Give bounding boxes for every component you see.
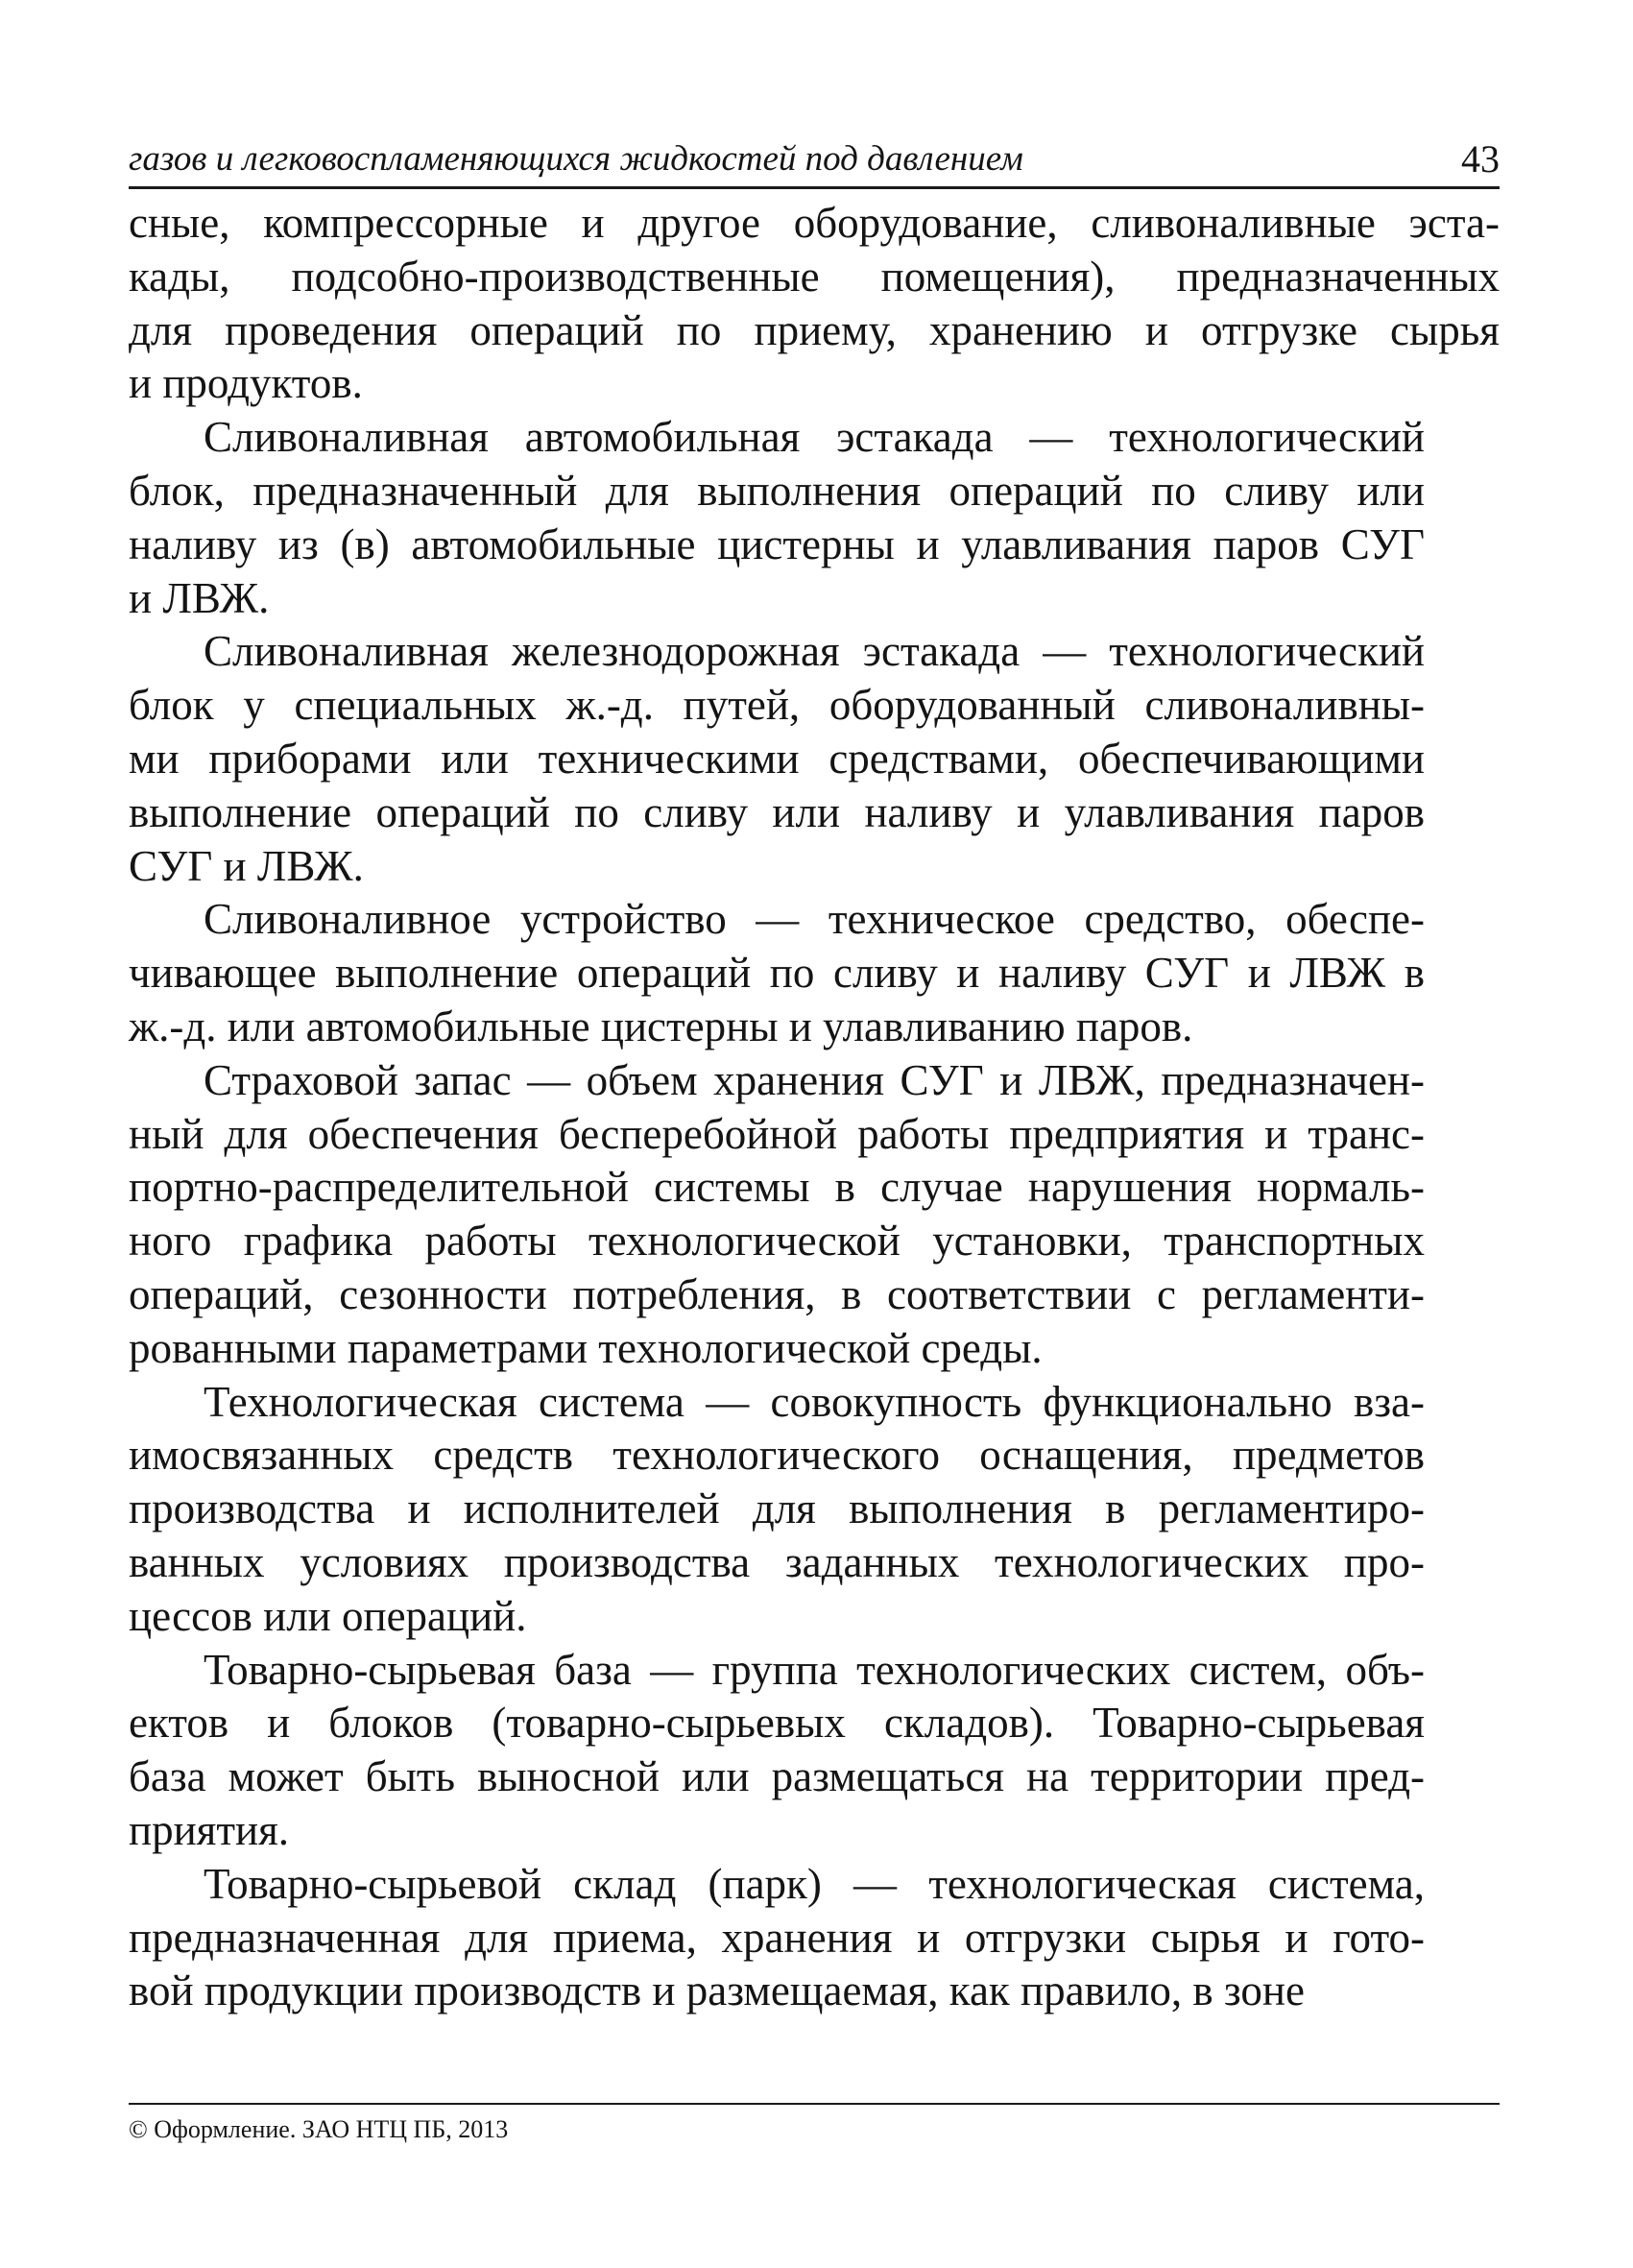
text-line: вой продукции производств и размещаемая, как правило, в зоне: [129, 1966, 1305, 2015]
paragraph-loading-device: [129, 893, 1500, 1053]
text-line: ного графика работы технологической установки, транспортных: [129, 1217, 1425, 1266]
text-line: Сливоналивная автомобильная эстакада — технологический: [204, 413, 1425, 462]
text-line: цессов или операций.: [129, 1591, 527, 1640]
text-line: сные, компрессорные и другое оборудование, сливоналивные эста-: [129, 199, 1500, 247]
paragraph-railway-rack: [129, 625, 1500, 893]
text-line: ектов и блоков (товарно-сырьевых складов). Товарно-сырьевая: [129, 1699, 1425, 1748]
paragraph-commodity-warehouse: [129, 1858, 1500, 2018]
text-line: портно-распределительной системы в случае нарушения нормаль-: [129, 1163, 1425, 1212]
paragraph-safety-stock: [129, 1054, 1500, 1376]
body-text: [129, 197, 1500, 2018]
text-line: наливу из (в) автомобильные цистерны и улавливания паров СУГ: [129, 519, 1425, 568]
running-header: [129, 133, 1500, 189]
text-line: имосвязанных средств технологического оснащения, предметов: [129, 1431, 1425, 1480]
text-line: и продуктов.: [129, 359, 363, 408]
text-line: операций, сезонности потребления, в соответствии с регламенти-: [129, 1269, 1425, 1318]
text-line: ж.-д. или автомобильные цистерны и улавливанию паров.: [129, 1001, 1193, 1050]
text-line: ный для обеспечения бесперебойной работы предприятия и транс-: [129, 1109, 1425, 1158]
paragraph-continuation: [129, 197, 1500, 411]
text-line: блок у специальных ж.-д. путей, оборудованный сливоналивны-: [129, 681, 1425, 730]
footer-rule: [129, 2103, 1500, 2105]
text-line: чивающее выполнение операций по сливу и наливу СУГ и ЛВЖ в: [129, 949, 1425, 998]
text-line: Сливоналивное устройство — техническое средство, обеспе-: [204, 895, 1425, 944]
paragraph-commodity-base: [129, 1644, 1500, 1858]
text-line: ми приборами или техническими средствами, обеспечивающими: [129, 734, 1425, 783]
paragraph-technological-system: [129, 1376, 1500, 1644]
text-line: Страховой запас — объем хранения СУГ и ЛВЖ, предназначен-: [204, 1055, 1425, 1104]
text-line: Сливоналивная железнодорожная эстакада — технологический: [204, 627, 1425, 676]
text-line: производства и исполнителей для выполнения в регламентиро-: [129, 1484, 1425, 1533]
running-title: газов и легковоспламеняющихся жидкостей под давлением: [129, 139, 1023, 179]
text-line: база может быть выносной или размещаться на территории пред-: [129, 1752, 1425, 1801]
page-number: 43: [1461, 137, 1500, 181]
text-line: для проведения операций по приему, хранению и отгрузке сырья: [129, 305, 1500, 354]
text-line: ванных условиях производства заданных технологических про-: [129, 1537, 1425, 1586]
text-line: и ЛВЖ.: [129, 573, 270, 622]
text-line: выполнение операций по сливу или наливу и улавливания паров: [129, 787, 1425, 836]
text-line: Технологическая система — совокупность функционально вза-: [204, 1377, 1425, 1426]
text-line: рованными параметрами технологической среды.: [129, 1323, 1043, 1372]
paragraph-auto-rack: [129, 411, 1500, 625]
text-line: Товарно-сырьевая база — группа технологических систем, объ-: [204, 1645, 1425, 1694]
text-line: приятия.: [129, 1805, 290, 1854]
text-line: предназначенная для приема, хранения и отгрузки сырья и гото-: [129, 1913, 1425, 1962]
text-line: блок, предназначенный для выполнения операций по сливу или: [129, 466, 1425, 515]
text-line: кады, подсобно-производственные помещения), предназначенных: [129, 252, 1500, 301]
text-line: СУГ и ЛВЖ.: [129, 841, 364, 890]
footer-copyright: © Оформление. ЗАО НТЦ ПБ, 2013: [129, 2115, 509, 2143]
text-line: Товарно-сырьевой склад (парк) — технологическая система,: [204, 1859, 1425, 1908]
